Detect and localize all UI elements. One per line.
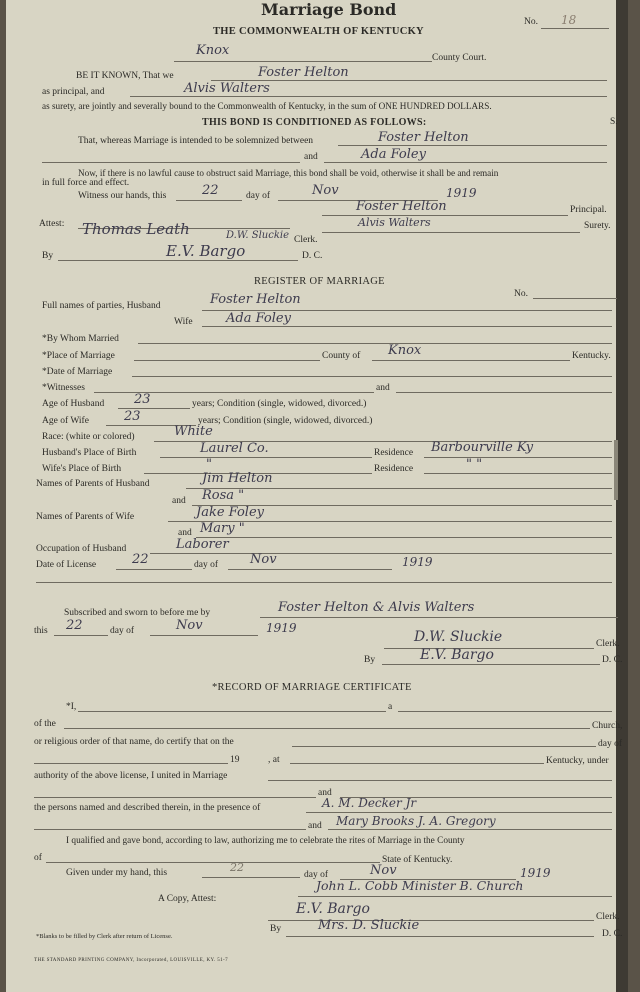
cert-given-day-of: day of — [304, 870, 329, 880]
certificate-heading: *RECORD OF MARRIAGE CERTIFICATE — [212, 682, 412, 693]
husband-birth-value: Laurel Co. — [200, 441, 269, 456]
principal-label: Principal. — [570, 205, 607, 215]
parents-wife-2: Mary " — [200, 521, 245, 536]
wife-label: Wife — [174, 317, 193, 327]
cert-given-month: Nov — [370, 863, 397, 878]
bond-dc-label: D. C. — [302, 251, 323, 261]
cert-church-label: Church, — [592, 721, 623, 731]
attest-label: Attest: — [39, 219, 65, 229]
race-value: White — [174, 424, 213, 439]
cert-a-label: a — [388, 702, 393, 712]
marriage-bond-document — [6, 0, 628, 992]
cert-kentucky-under: Kentucky, under — [546, 756, 609, 766]
race-label: Race: (white or colored) — [42, 432, 135, 442]
license-date-label: Date of License — [36, 560, 97, 570]
by-whom-label: *By Whom Married — [42, 334, 119, 344]
bond-clerk-label: Clerk. — [294, 235, 318, 245]
cert-by-label: By — [270, 924, 282, 934]
subscribed-label: Subscribed and sworn to before me by — [64, 608, 211, 618]
cert-persons-named: the persons named and described therein, in the presence of — [34, 803, 261, 813]
cert-presence-and: and — [308, 821, 322, 831]
cert-clerk-signature: E.V. Bargo — [296, 901, 370, 917]
commonwealth-heading: THE COMMONWEALTH OF KENTUCKY — [213, 26, 424, 37]
surety-text: as surety, are jointly and severally bound to the Commonwealth of Kentucky, in the sum of ONE HUNDRED DOLLARS. — [42, 101, 492, 111]
principal-signature: Foster Helton — [356, 199, 447, 214]
surety-label: Surety. — [584, 221, 611, 231]
cert-copy-attest: A Copy, Attest: — [158, 894, 217, 904]
bond-day-of-label: day of — [246, 191, 271, 201]
cert-presence-value: A. M. Decker Jr — [322, 796, 417, 810]
cert-of-label: of — [34, 853, 42, 863]
age-husband-label: Age of Husband — [42, 399, 105, 409]
cert-deputy-signature: Mrs. D. Sluckie — [318, 918, 420, 933]
cert-religious-order: or religious order of that name, do certify that on the — [34, 737, 234, 747]
surety-signature: Alvis Walters — [358, 216, 431, 229]
and-label: and — [304, 152, 318, 162]
age-husband-condition: years; Condition (single, widowed, divorced.) — [192, 399, 367, 409]
cert-day-of-label: day of — [598, 739, 623, 749]
cert-given-day: 22 — [230, 861, 244, 874]
age-husband-value: 23 — [134, 392, 151, 407]
parents-wife-and: and — [178, 528, 192, 538]
witnesses-and-label: and — [376, 383, 390, 393]
conditioned-heading: THIS BOND IS CONDITIONED AS FOLLOWS: — [202, 117, 427, 128]
parents-husband-and: and — [172, 496, 186, 506]
wife-residence-label: Residence — [374, 464, 414, 474]
cert-authority: authority of the above license, I united in Marriage — [34, 771, 228, 781]
sworn-month: Nov — [176, 618, 203, 633]
bond-day: 22 — [202, 183, 219, 198]
register-heading: REGISTER OF MARRIAGE — [254, 276, 385, 287]
groom-name: Foster Helton — [378, 130, 469, 145]
be-it-known-label: BE IT KNOWN, That we — [76, 71, 174, 81]
printer-imprint: THE STANDARD PRINTING COMPANY, Incorporated, LOUISVILLE, KY. 51-7 — [34, 958, 228, 963]
witness-hands-label: Witness our hands, this — [78, 191, 167, 201]
wife-residence-value: " " — [466, 457, 483, 472]
sworn-dc-label: D. C. — [602, 655, 623, 665]
county-value: Knox — [196, 43, 230, 58]
surety-name: Alvis Walters — [184, 81, 270, 96]
wife-name: Ada Foley — [226, 311, 291, 326]
cert-given-label: Given under my hand, this — [66, 868, 168, 878]
cert-year-label: 19 — [230, 755, 240, 765]
wife-birth-value: " — [206, 457, 212, 472]
husband-residence-label: Residence — [374, 448, 414, 458]
subscribed-value: Foster Helton & Alvis Walters — [278, 600, 475, 615]
county-court-label: County Court. — [432, 53, 487, 63]
parents-husband-1: Jim Helton — [202, 471, 273, 486]
cert-dc-label: D. C. — [602, 929, 623, 939]
full-names-label: Full names of parties, Husband — [42, 301, 161, 311]
parents-wife-1: Jake Foley — [196, 505, 264, 520]
register-county: Knox — [388, 343, 422, 358]
cert-qualified-text: I qualified and gave bond, according to law, authorizing me to celebrate the rites of Marriage in the County — [66, 836, 465, 846]
license-day-of: day of — [194, 560, 219, 570]
cert-presence-and-value: Mary Brooks J. A. Gregory — [336, 814, 496, 828]
cert-minister-signature: John L. Cobb Minister B. Church — [316, 878, 524, 893]
cert-of-the-label: of the — [34, 719, 56, 729]
bond-no-value: 18 — [561, 13, 577, 27]
sworn-year: 1919 — [266, 621, 297, 635]
as-principal-label: as principal, and — [42, 87, 105, 97]
document-title: Marriage Bond — [261, 0, 397, 19]
bond-by-label: By — [42, 251, 54, 261]
cert-given-year: 1919 — [520, 866, 551, 880]
age-wife-label: Age of Wife — [42, 416, 89, 426]
husband-residence-value: Barbourville Ky — [431, 440, 534, 455]
cert-state-label: State of Kentucky. — [382, 855, 453, 865]
occupation-label: Occupation of Husband — [36, 544, 127, 554]
s-mark: S. — [610, 117, 618, 127]
sworn-day: 22 — [66, 618, 83, 633]
whereas-text: That, whereas Marriage is intended to be solemnized between — [78, 136, 314, 146]
witness-signature: Thomas Leath — [82, 220, 190, 238]
footnote: *Blanks to be filled by Clerk after return of License. — [36, 933, 173, 940]
parents-wife-label: Names of Parents of Wife — [36, 512, 135, 522]
county-of-label: County of — [322, 351, 361, 361]
bond-clerk-signature: D.W. Sluckie — [226, 230, 289, 241]
bond-month: Nov — [312, 183, 339, 198]
now-if-text-1: Now, if there is no lawful cause to obstruct said Marriage, this bond shall be void, otherwise it shall be and remain — [78, 168, 499, 178]
sworn-deputy-signature: E.V. Bargo — [420, 647, 494, 663]
bond-deputy-signature: E.V. Bargo — [166, 242, 246, 260]
bond-no-label: No. — [524, 17, 538, 27]
occupation-value: Laborer — [176, 537, 229, 552]
witnesses-label: *Witnesses — [42, 383, 85, 393]
parents-husband-label: Names of Parents of Husband — [36, 479, 150, 489]
sworn-clerk-signature: D.W. Sluckie — [414, 629, 503, 645]
license-year: 1919 — [402, 555, 433, 569]
age-wife-condition: years; Condition (single, widowed, divorced.) — [198, 416, 373, 426]
now-if-text-2: in full force and effect. — [42, 178, 130, 188]
sworn-clerk-label: Clerk. — [596, 639, 620, 649]
cert-at-label: , at — [268, 755, 280, 765]
wife-birth-label: Wife's Place of Birth — [42, 464, 122, 474]
cert-i-label: *I, — [66, 702, 77, 712]
license-day: 22 — [132, 552, 149, 567]
cert-clerk-label: Clerk. — [596, 912, 620, 922]
place-of-marriage-label: *Place of Marriage — [42, 351, 115, 361]
bond-year: 1919 — [446, 186, 477, 200]
bride-name: Ada Foley — [361, 147, 426, 162]
principal-name: Foster Helton — [258, 65, 349, 80]
cert-and-label: and — [318, 788, 332, 798]
page-clip — [614, 440, 618, 500]
sworn-this-label: this — [34, 626, 48, 636]
husband-birth-label: Husband's Place of Birth — [42, 448, 137, 458]
register-no-label: No. — [514, 289, 528, 299]
age-wife-value: 23 — [124, 409, 141, 424]
kentucky-label: Kentucky. — [572, 351, 611, 361]
parents-husband-2: Rosa " — [202, 488, 245, 503]
license-month: Nov — [250, 552, 277, 567]
date-of-marriage-label: *Date of Marriage — [42, 367, 113, 377]
sworn-day-of: day of — [110, 626, 135, 636]
sworn-by-label: By — [364, 655, 376, 665]
husband-name: Foster Helton — [210, 292, 301, 307]
